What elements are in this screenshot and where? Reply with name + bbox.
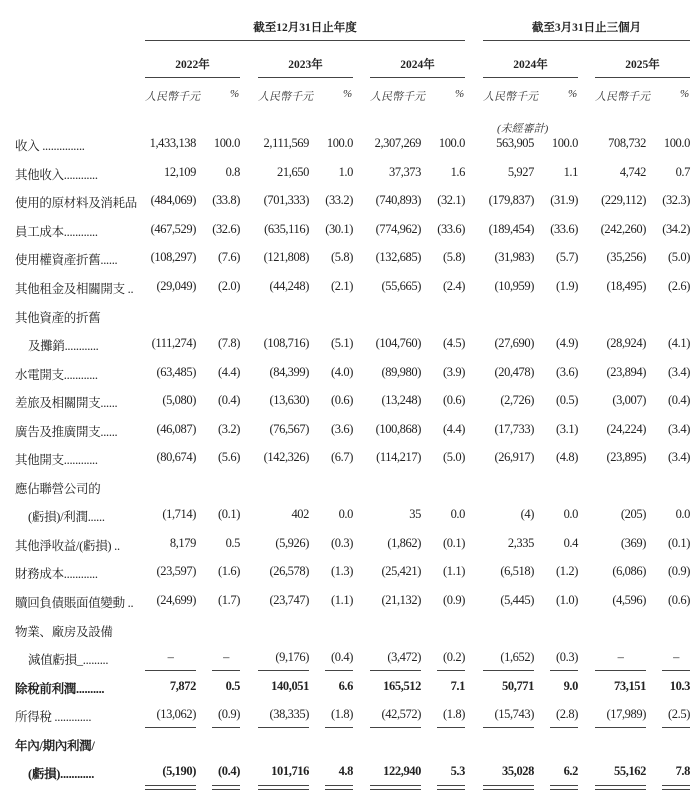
- row-label: 除稅前利潤..........: [15, 682, 105, 696]
- amount-cell: (26,917): [494, 450, 534, 464]
- amount-cell: (6,518): [500, 564, 534, 578]
- unit-pct-label: %: [455, 88, 465, 100]
- amount-cell: 140,051: [271, 679, 309, 693]
- percent-cell: (33.6): [437, 222, 465, 236]
- amount-cell: 122,940: [383, 764, 421, 778]
- row-label: 其他資產的折舊: [15, 311, 101, 325]
- percent-cell: (34.2): [662, 222, 690, 236]
- percent-cell: (5.0): [668, 250, 690, 264]
- amount-cell: 2,335: [507, 536, 534, 550]
- double-underline: [662, 785, 690, 790]
- table-row: [0, 165, 700, 185]
- amount-cell: 563,905: [496, 136, 534, 150]
- percent-cell: (0.4): [218, 393, 240, 407]
- amount-cell: 708,732: [608, 136, 646, 150]
- percent-cell: (32.1): [437, 193, 465, 207]
- amount-cell: (229,112): [601, 193, 646, 207]
- amount-cell: (46,087): [156, 422, 196, 436]
- year-heading: 2024年: [513, 59, 548, 71]
- amount-cell: 8,179: [169, 536, 196, 550]
- percent-cell: (1.3): [331, 564, 353, 578]
- table-row: [0, 365, 700, 385]
- double-underline: [483, 785, 534, 790]
- year-heading: 2024年: [400, 59, 435, 71]
- amount-cell: 21,650: [277, 165, 309, 179]
- table-row: [0, 764, 700, 784]
- amount-cell: (13,630): [269, 393, 309, 407]
- percent-cell: (1.0): [556, 593, 578, 607]
- percent-cell: (0.5): [556, 393, 578, 407]
- single-underline: [325, 727, 353, 728]
- amount-cell: –: [617, 650, 624, 664]
- single-underline: [370, 670, 421, 671]
- double-underline: [325, 785, 353, 790]
- percent-cell: (4.9): [556, 336, 578, 350]
- amount-cell: (24,699): [156, 593, 196, 607]
- amount-cell: (23,747): [269, 593, 309, 607]
- amount-cell: (132,685): [375, 250, 421, 264]
- percent-cell: 1.0: [338, 165, 353, 179]
- amount-cell: (80,674): [156, 450, 196, 464]
- amount-cell: –: [167, 650, 174, 664]
- percent-cell: (1.9): [556, 279, 578, 293]
- table-row: [0, 222, 700, 242]
- amount-cell: (13,062): [156, 707, 196, 721]
- table-row: [0, 679, 700, 699]
- amount-cell: (142,326): [263, 450, 309, 464]
- percent-cell: 1.6: [450, 165, 465, 179]
- percent-cell: 1.1: [563, 165, 578, 179]
- percent-cell: (0.1): [443, 536, 465, 550]
- amount-cell: (26,578): [269, 564, 309, 578]
- percent-cell: (4.5): [443, 336, 465, 350]
- percent-cell: (3.4): [668, 422, 690, 436]
- amount-cell: (20,478): [494, 365, 534, 379]
- amount-cell: (3,007): [612, 393, 646, 407]
- row-label: 使用的原材料及消耗品: [15, 196, 138, 210]
- row-label: 其他租金及相關開支 ..: [15, 282, 134, 296]
- year-heading: 2022年: [175, 59, 210, 71]
- amount-cell: (29,049): [156, 279, 196, 293]
- table-row: [0, 564, 700, 584]
- double-underline: [437, 785, 465, 790]
- single-underline: [258, 670, 309, 671]
- single-underline: [437, 727, 465, 728]
- percent-cell: 100.0: [551, 136, 578, 150]
- percent-cell: (3.1): [556, 422, 578, 436]
- row-label: 年內/期內利潤/: [15, 739, 95, 753]
- percent-cell: (5.6): [218, 450, 240, 464]
- single-underline: [483, 670, 534, 671]
- amount-cell: (10,959): [494, 279, 534, 293]
- amount-cell: (5,445): [500, 593, 534, 607]
- amount-cell: (38,335): [269, 707, 309, 721]
- amount-cell: (55,665): [381, 279, 421, 293]
- amount-cell: (5,190): [162, 764, 196, 778]
- row-label: 其他開支............: [15, 453, 98, 467]
- single-underline: [145, 727, 196, 728]
- amount-cell: (1,714): [162, 507, 196, 521]
- double-underline: [258, 785, 309, 790]
- amount-cell: (4): [520, 507, 534, 521]
- double-underline: [550, 785, 578, 790]
- percent-cell: –: [673, 650, 679, 664]
- amount-cell: (15,743): [494, 707, 534, 721]
- amount-cell: (3,472): [387, 650, 421, 664]
- percent-cell: (1.2): [556, 564, 578, 578]
- amount-cell: 35,028: [502, 764, 534, 778]
- amount-cell: (205): [620, 507, 646, 521]
- table-row: [0, 450, 700, 470]
- amount-cell: (25,421): [381, 564, 421, 578]
- percent-cell: 6.2: [563, 764, 578, 778]
- percent-cell: (5.7): [556, 250, 578, 264]
- amount-cell: (9,176): [275, 650, 309, 664]
- amount-cell: (27,690): [494, 336, 534, 350]
- percent-cell: (4.4): [443, 422, 465, 436]
- amount-cell: 55,162: [614, 764, 646, 778]
- table-row: [0, 250, 700, 270]
- row-label: (虧損)............: [28, 767, 95, 781]
- amount-cell: (1,862): [387, 536, 421, 550]
- amount-cell: (13,248): [381, 393, 421, 407]
- table-row: [0, 422, 700, 442]
- unit-amount-label: 人民幣千元: [483, 91, 538, 103]
- single-underline: [437, 670, 465, 671]
- amount-cell: (100,868): [375, 422, 421, 436]
- amount-cell: (108,716): [263, 336, 309, 350]
- double-underline: [145, 785, 196, 790]
- single-underline: [595, 670, 646, 671]
- double-underline: [212, 785, 240, 790]
- period-annual-heading: 截至12月31日止年度: [253, 22, 357, 34]
- divider: [483, 77, 578, 78]
- unit-amount-label: 人民幣千元: [258, 91, 313, 103]
- percent-cell: (1.1): [443, 564, 465, 578]
- amount-cell: (2,726): [500, 393, 534, 407]
- amount-cell: 2,111,569: [263, 136, 309, 150]
- single-underline: [212, 670, 240, 671]
- amount-cell: (89,980): [381, 365, 421, 379]
- table-row: [0, 736, 700, 756]
- amount-cell: (42,572): [381, 707, 421, 721]
- unit-pct-label: %: [568, 88, 578, 100]
- row-label: 使用權資產折舊......: [15, 253, 118, 267]
- double-underline: [370, 785, 421, 790]
- percent-cell: (4.4): [218, 365, 240, 379]
- percent-cell: (0.1): [218, 507, 240, 521]
- amount-cell: (242,260): [600, 222, 646, 236]
- row-label: 減值虧損_.........: [28, 653, 109, 667]
- amount-cell: (467,529): [150, 222, 196, 236]
- table-row: [0, 193, 700, 213]
- amount-cell: 37,373: [389, 165, 421, 179]
- percent-cell: (2.5): [668, 707, 690, 721]
- unit-amount-label: 人民幣千元: [145, 91, 200, 103]
- percent-cell: 0.0: [675, 507, 690, 521]
- amount-cell: 1,433,138: [149, 136, 196, 150]
- percent-cell: 7.1: [450, 679, 465, 693]
- single-underline: [258, 727, 309, 728]
- row-label: 收入 ...............: [15, 139, 85, 153]
- percent-cell: (31.9): [550, 193, 578, 207]
- percent-cell: –: [223, 650, 229, 664]
- amount-cell: (111,274): [151, 336, 196, 350]
- amount-cell: (5,080): [162, 393, 196, 407]
- percent-cell: (0.6): [331, 393, 353, 407]
- amount-cell: 2,307,269: [374, 136, 421, 150]
- year-heading: 2025年: [625, 59, 660, 71]
- amount-cell: 101,716: [271, 764, 309, 778]
- table-row: [0, 622, 700, 642]
- amount-cell: (740,893): [375, 193, 421, 207]
- table-row: [0, 479, 700, 499]
- amount-cell: (114,217): [376, 450, 421, 464]
- amount-cell: (5,926): [275, 536, 309, 550]
- percent-cell: 0.4: [563, 536, 578, 550]
- table-row: [0, 308, 700, 328]
- single-underline: [483, 727, 534, 728]
- amount-cell: (1,652): [500, 650, 534, 664]
- amount-cell: 165,512: [383, 679, 421, 693]
- table-row: [0, 507, 700, 527]
- percent-cell: (4.8): [556, 450, 578, 464]
- amount-cell: 7,872: [169, 679, 196, 693]
- table-row: [0, 593, 700, 613]
- percent-cell: 4.8: [338, 764, 353, 778]
- unit-amount-label: 人民幣千元: [370, 91, 425, 103]
- row-label: 差旅及相關開支......: [15, 396, 118, 410]
- divider: [258, 77, 353, 78]
- divider: [483, 40, 690, 41]
- percent-cell: (0.3): [556, 650, 578, 664]
- row-label: 其他淨收益/(虧損) ..: [15, 539, 120, 553]
- amount-cell: (76,567): [269, 422, 309, 436]
- percent-cell: (2.0): [218, 279, 240, 293]
- percent-cell: (6.7): [331, 450, 353, 464]
- percent-cell: (1.8): [331, 707, 353, 721]
- year-heading: 2023年: [288, 59, 323, 71]
- unaudited-note: (未經審計): [497, 123, 549, 135]
- percent-cell: 6.6: [338, 679, 353, 693]
- percent-cell: (2.1): [331, 279, 353, 293]
- amount-cell: (4,596): [612, 593, 646, 607]
- percent-cell: 10.3: [669, 679, 690, 693]
- row-label: 員工成本............: [15, 225, 98, 239]
- percent-cell: (5.8): [443, 250, 465, 264]
- amount-cell: 73,151: [614, 679, 646, 693]
- double-underline: [595, 785, 646, 790]
- amount-cell: 402: [291, 507, 309, 521]
- percent-cell: (0.9): [218, 707, 240, 721]
- percent-cell: (33.6): [550, 222, 578, 236]
- row-label: 其他收入............: [15, 168, 98, 182]
- percent-cell: (0.3): [331, 536, 353, 550]
- percent-cell: (0.4): [331, 650, 353, 664]
- percent-cell: 0.8: [225, 165, 240, 179]
- percent-cell: 0.0: [563, 507, 578, 521]
- percent-cell: (7.6): [218, 250, 240, 264]
- single-underline: [212, 727, 240, 728]
- amount-cell: (179,837): [488, 193, 534, 207]
- percent-cell: (3.6): [331, 422, 353, 436]
- divider: [145, 40, 465, 41]
- amount-cell: (108,297): [150, 250, 196, 264]
- percent-cell: (7.8): [218, 336, 240, 350]
- percent-cell: 100.0: [213, 136, 240, 150]
- table-row: [0, 279, 700, 299]
- percent-cell: (1.7): [218, 593, 240, 607]
- unit-pct-label: %: [343, 88, 353, 100]
- amount-cell: (484,069): [150, 193, 196, 207]
- percent-cell: (0.9): [443, 593, 465, 607]
- percent-cell: (2.4): [443, 279, 465, 293]
- amount-cell: (369): [620, 536, 646, 550]
- table-row: [0, 136, 700, 156]
- period-quarter-heading: 截至3月31日止三個月: [531, 22, 642, 34]
- amount-cell: (28,924): [606, 336, 646, 350]
- percent-cell: (2.6): [668, 279, 690, 293]
- single-underline: [550, 670, 578, 671]
- percent-cell: (1.1): [331, 593, 353, 607]
- percent-cell: (3.2): [218, 422, 240, 436]
- amount-cell: (121,808): [263, 250, 309, 264]
- amount-cell: (63,485): [156, 365, 196, 379]
- amount-cell: (21,132): [381, 593, 421, 607]
- percent-cell: 0.5: [225, 679, 240, 693]
- percent-cell: 9.0: [563, 679, 578, 693]
- amount-cell: 4,742: [619, 165, 646, 179]
- table-row: [0, 336, 700, 356]
- percent-cell: (1.8): [443, 707, 465, 721]
- row-label: 財務成本............: [15, 567, 98, 581]
- amount-cell: (31,983): [494, 250, 534, 264]
- amount-cell: (44,248): [269, 279, 309, 293]
- percent-cell: 100.0: [438, 136, 465, 150]
- percent-cell: 0.5: [225, 536, 240, 550]
- single-underline: [325, 670, 353, 671]
- single-underline: [662, 670, 690, 671]
- percent-cell: (3.4): [668, 450, 690, 464]
- row-label: 贖回負債賬面值變動 ..: [15, 596, 134, 610]
- percent-cell: (33.8): [212, 193, 240, 207]
- single-underline: [662, 727, 690, 728]
- amount-cell: 12,109: [164, 165, 196, 179]
- divider: [370, 77, 465, 78]
- amount-cell: (635,116): [264, 222, 309, 236]
- percent-cell: (33.2): [325, 193, 353, 207]
- amount-cell: (6,086): [612, 564, 646, 578]
- single-underline: [550, 727, 578, 728]
- single-underline: [370, 727, 421, 728]
- single-underline: [595, 727, 646, 728]
- percent-cell: (32.3): [662, 193, 690, 207]
- percent-cell: (2.8): [556, 707, 578, 721]
- table-row: [0, 650, 700, 670]
- table-row: [0, 536, 700, 556]
- percent-cell: (0.9): [668, 564, 690, 578]
- row-label: 及攤銷............: [28, 339, 99, 353]
- percent-cell: (5.8): [331, 250, 353, 264]
- table-row: [0, 707, 700, 727]
- unit-pct-label: %: [230, 88, 240, 100]
- amount-cell: (104,760): [375, 336, 421, 350]
- percent-cell: 100.0: [326, 136, 353, 150]
- amount-cell: (17,733): [494, 422, 534, 436]
- percent-cell: (3.9): [443, 365, 465, 379]
- percent-cell: (0.2): [443, 650, 465, 664]
- row-label: 廣告及推廣開支......: [15, 425, 118, 439]
- percent-cell: (0.4): [668, 393, 690, 407]
- percent-cell: (0.1): [668, 536, 690, 550]
- percent-cell: 0.7: [675, 165, 690, 179]
- percent-cell: (0.6): [668, 593, 690, 607]
- amount-cell: (189,454): [488, 222, 534, 236]
- divider: [145, 77, 240, 78]
- percent-cell: (5.1): [331, 336, 353, 350]
- amount-cell: 50,771: [502, 679, 534, 693]
- amount-cell: (35,256): [606, 250, 646, 264]
- percent-cell: 0.0: [338, 507, 353, 521]
- percent-cell: (32.6): [212, 222, 240, 236]
- percent-cell: 0.0: [450, 507, 465, 521]
- unit-pct-label: %: [680, 88, 690, 100]
- amount-cell: (18,495): [606, 279, 646, 293]
- percent-cell: 7.8: [675, 764, 690, 778]
- amount-cell: (701,333): [263, 193, 309, 207]
- percent-cell: (0.4): [218, 764, 240, 778]
- amount-cell: (23,894): [606, 365, 646, 379]
- table-row: [0, 393, 700, 413]
- amount-cell: (774,962): [375, 222, 421, 236]
- percent-cell: (30.1): [325, 222, 353, 236]
- row-label: (虧損)/利潤......: [28, 510, 105, 524]
- percent-cell: (3.4): [668, 365, 690, 379]
- percent-cell: 5.3: [450, 764, 465, 778]
- percent-cell: (1.6): [218, 564, 240, 578]
- row-label: 物業、廠房及設備: [15, 625, 113, 639]
- row-label: 水電開支............: [15, 368, 98, 382]
- percent-cell: (0.6): [443, 393, 465, 407]
- amount-cell: 5,927: [507, 165, 534, 179]
- amount-cell: (84,399): [269, 365, 309, 379]
- amount-cell: 35: [409, 507, 421, 521]
- amount-cell: (24,224): [606, 422, 646, 436]
- row-label: 應佔聯營公司的: [15, 482, 101, 496]
- amount-cell: (23,895): [606, 450, 646, 464]
- amount-cell: (23,597): [156, 564, 196, 578]
- divider: [595, 77, 690, 78]
- single-underline: [145, 670, 196, 671]
- percent-cell: 100.0: [663, 136, 690, 150]
- unit-amount-label: 人民幣千元: [595, 91, 650, 103]
- percent-cell: (3.6): [556, 365, 578, 379]
- percent-cell: (4.1): [668, 336, 690, 350]
- row-label: 所得稅 .............: [15, 710, 92, 724]
- amount-cell: (17,989): [606, 707, 646, 721]
- percent-cell: (4.0): [331, 365, 353, 379]
- percent-cell: (5.0): [443, 450, 465, 464]
